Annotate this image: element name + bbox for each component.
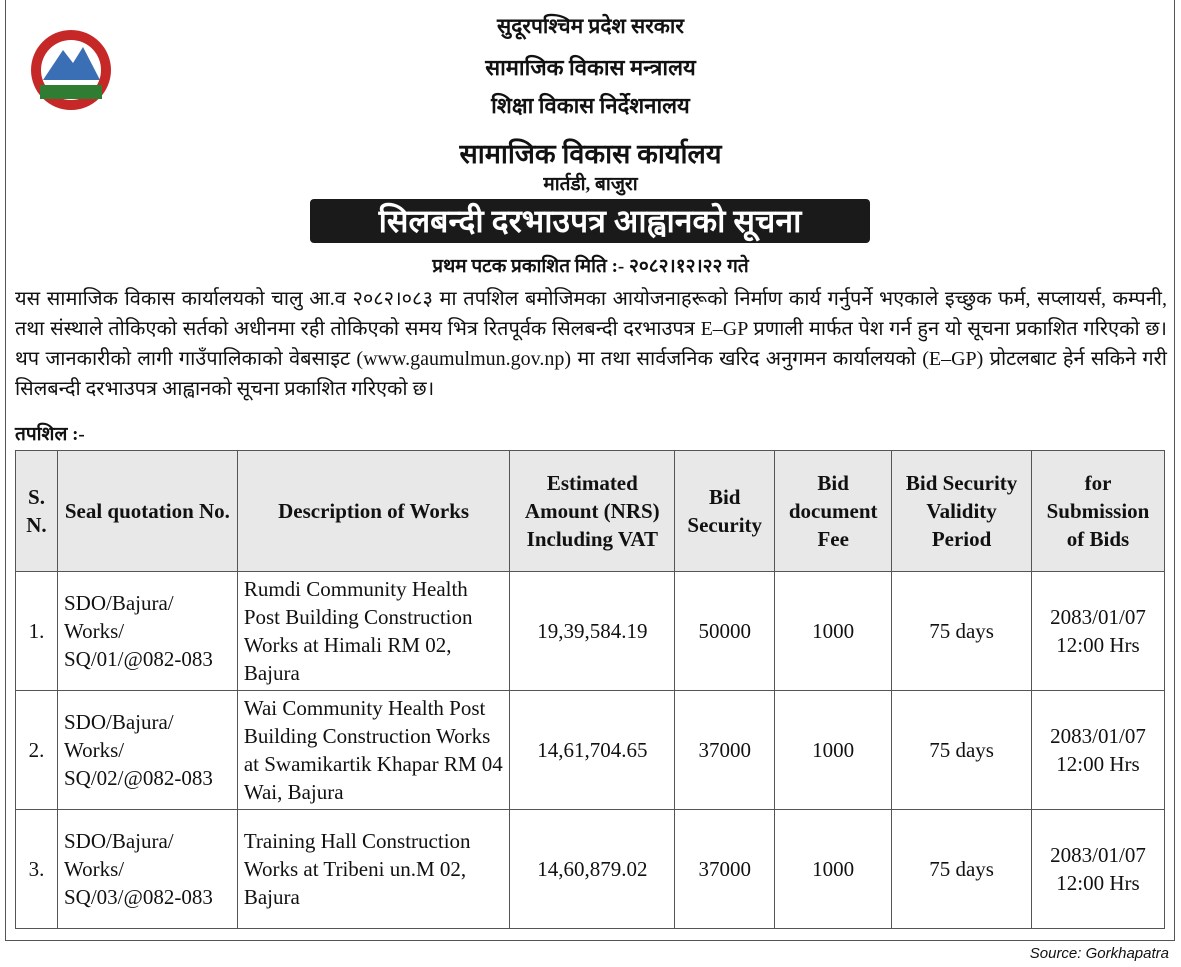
table-row [16,810,1165,929]
column-header: Estimated Amount (NRS) Including VAT [510,451,675,572]
header-location: मार्तडी, बाजुरा [543,174,638,195]
table-cell: 75 days [892,572,1032,691]
table-cell: SDO/Bajura/ Works/ SQ/03/@082-083 [57,810,237,929]
table-row [16,572,1165,691]
table-cell: 37000 [675,810,775,929]
table-cell: 1. [16,572,58,691]
table-row [16,691,1165,810]
table-cell: 3. [16,810,58,929]
table-cell: Wai Community Health Post Building Construction Works at Swamikartik Khapar RM 04 Wai, Bajura [237,691,510,810]
column-header: S. N. [16,451,58,572]
table-cell: 2083/01/07 12:00 Hrs [1032,810,1165,929]
table-cell: 2. [16,691,58,810]
table-cell: 37000 [675,691,775,810]
table-cell: 1000 [775,691,892,810]
table-cell: 75 days [892,691,1032,810]
column-header: for Submission of Bids [1032,451,1165,572]
column-header: Bid Security Validity Period [892,451,1032,572]
notice-body: यस सामाजिक विकास कार्यालयको चालु आ.व २०८२।०८३ मा तपशिल बमोजिमका आयोजनाहरूको निर्माण कार्य गर्नुपर्ने भएकाले इच्छुक फर्म, सप्लायर्स, कम्पनी, तथा संस्थाले तोकिएको सर्तको अधीनमा रही तोकिएको समय भित्र रितपूर्वक सिलबन्दी दरभाउपत्र E–GP प्रणाली मार्फत पेश गर्न हुन यो सूचना प्रकाशित गरिएको छ। थप जानकारीको लागी गाउँपालिकाको वेबसाइट (www.gaumulmun.gov.np) मा तथा सार्वजनिक खरिद अनुगमन कार्यालयको (E–GP) प्रोटलबाट हेर्न सकिने गरी सिलबन्दी दरभाउपत्र आह्वानको सूचना प्रकाशित गरिएको छ। [15,288,1167,400]
notice-title: सिलबन्दी दरभाउपत्र आह्वानको सूचना [310,199,870,243]
source-credit: Source: Gorkhapatra [1029,945,1169,962]
table-cell: 14,60,879.02 [510,810,675,929]
column-header: Description of Works [237,451,510,572]
table-cell: 1000 [775,810,892,929]
details-label: तपशिल :- [15,424,85,445]
header-office: सामाजिक विकास कार्यालय [459,139,722,169]
table-cell: SDO/Bajura/ Works/ SQ/01/@082-083 [57,572,237,691]
table-cell: 2083/01/07 12:00 Hrs [1032,691,1165,810]
table-cell: 75 days [892,810,1032,929]
table-cell: 2083/01/07 12:00 Hrs [1032,572,1165,691]
published-date: प्रथम पटक प्रकाशित मिति :- २०८२।१२।२२ गते [432,256,749,277]
header-directorate: शिक्षा विकास निर्देशनालय [491,93,690,118]
table-cell: 50000 [675,572,775,691]
header-ministry: सामाजिक विकास मन्त्रालय [485,55,696,80]
table-cell: Training Hall Construction Works at Tribeni un.M 02, Bajura [237,810,510,929]
header-line1: सुदूरपश्चिम प्रदेश सरकार [497,14,684,38]
table-cell: 1000 [775,572,892,691]
column-header: Bid Security [675,451,775,572]
table-cell: SDO/Bajura/ Works/ SQ/02/@082-083 [57,691,237,810]
column-header: Seal quotation No. [57,451,237,572]
works-table [15,450,1165,929]
table-cell: 14,61,704.65 [510,691,675,810]
table-cell: 19,39,584.19 [510,572,675,691]
column-header: Bid document Fee [775,451,892,572]
table-cell: Rumdi Community Health Post Building Construction Works at Himali RM 02, Bajura [237,572,510,691]
